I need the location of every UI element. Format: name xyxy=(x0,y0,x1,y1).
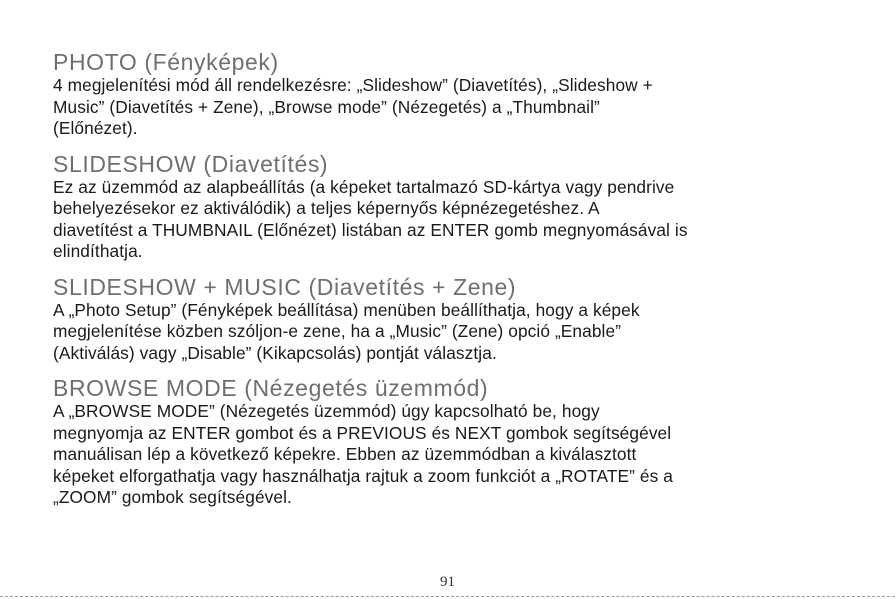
body-line: 4 megjelenítési mód áll rendelkezésre: „Slideshow” (Diavetítés), „Slideshow + xyxy=(53,75,653,95)
body-line: megjelenítése közben szóljon-e zene, ha a „Music” (Zene) opció „Enable” xyxy=(53,321,622,341)
body-line: Ez az üzemmód az alapbeállítás (a képeket tartalmazó SD-kártya vagy pendrive xyxy=(53,176,675,197)
section-title-photo: PHOTO (Fényképek) xyxy=(53,49,279,75)
body-line: manuálisan lép a következő képekre. Ebben az üzemmódban a kiválasztott xyxy=(53,444,637,464)
body-line: A „BROWSE MODE” (Nézegetés üzemmód) úgy kapcsolható be, hogy xyxy=(53,401,600,421)
manual-page xyxy=(53,50,853,521)
body-line: (Előnézet). xyxy=(53,118,138,138)
body-line: A „Photo Setup” (Fényképek beállítása) menüben beállíthatja, hogy a képek xyxy=(53,299,640,320)
section-body-slideshow xyxy=(53,177,853,263)
bottom-rule xyxy=(0,596,895,597)
section-title-browse-mode: BROWSE MODE (Nézegetés üzemmód) xyxy=(53,375,489,401)
section-browse-mode xyxy=(53,376,853,509)
section-photo xyxy=(53,50,853,140)
section-slideshow xyxy=(53,152,853,263)
body-line: diavetítést a THUMBNAIL (Előnézet) listában az ENTER gomb megnyomásával is xyxy=(53,219,688,240)
page-number: 91 xyxy=(440,574,455,590)
body-line: (Aktiválás) vagy „Disable” (Kikapcsolás) pontját választja. xyxy=(53,342,497,363)
body-line: elindíthatja. xyxy=(53,241,143,261)
section-body-slideshow-music xyxy=(53,300,853,365)
section-slideshow-music xyxy=(53,275,853,365)
section-body-photo xyxy=(53,75,853,140)
body-line: behelyezésekor ez aktiválódik) a teljes képernyős képnézegetéshez. A xyxy=(53,198,600,218)
section-body-browse-mode xyxy=(53,401,853,509)
body-line: képeket elforgathatja vagy használhatja rajtuk a zoom funkciót a „ROTATE” és a xyxy=(53,465,673,486)
body-line: megnyomja az ENTER gombot és a PREVIOUS és NEXT gombok segítségével xyxy=(53,422,672,443)
body-line: Music” (Diavetítés + Zene), „Browse mode” (Nézegetés) a „Thumbnail” xyxy=(53,96,600,117)
section-title-slideshow-music: SLIDESHOW + MUSIC (Diavetítés + Zene) xyxy=(53,273,517,300)
body-line: „ZOOM” gombok segítségével. xyxy=(53,487,292,507)
section-title-slideshow: SLIDESHOW (Diavetítés) xyxy=(53,150,329,177)
